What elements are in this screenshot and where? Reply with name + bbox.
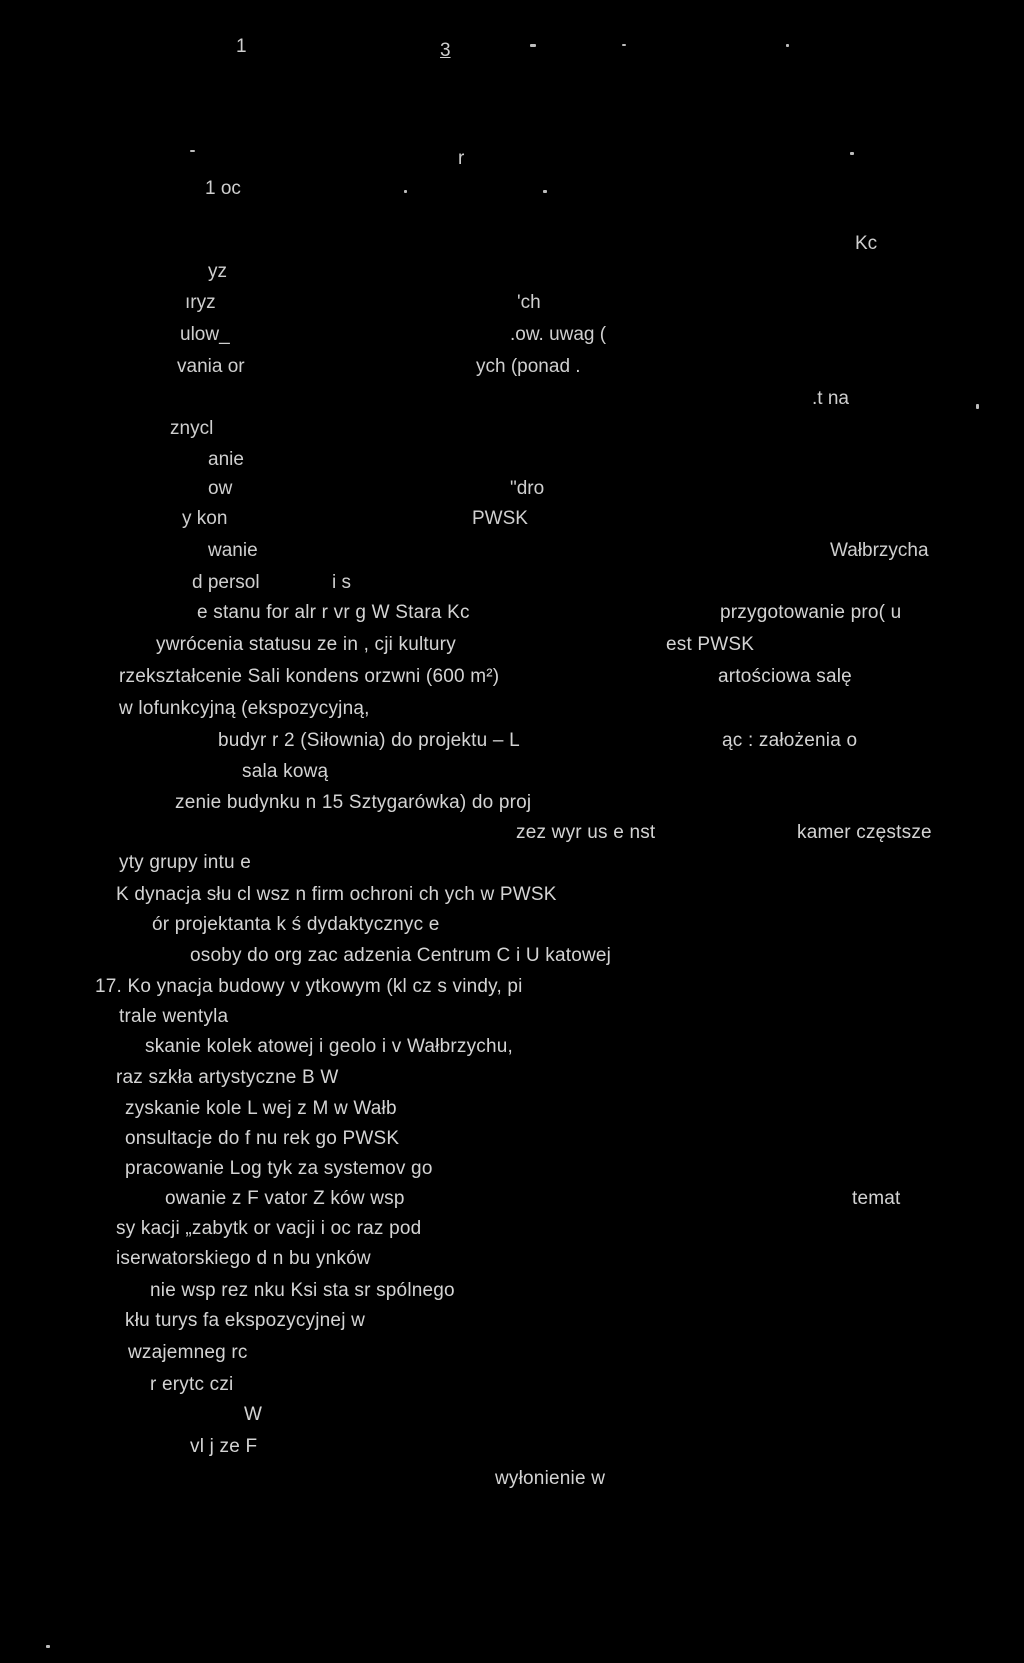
text-line: zyskanie kole L wej z M w Wałb: [125, 1098, 397, 1119]
text-line: nie wsp rez nku Ksi sta sr spólnego: [150, 1280, 455, 1301]
text-line: kamer częstsze: [797, 822, 932, 843]
speck: [530, 44, 536, 47]
fragment-uwag: .ow. uwag (: [510, 324, 607, 345]
text-line: yty grupy intu e: [119, 852, 252, 873]
fragment-anie: anie: [208, 449, 244, 470]
header-fragment-small: 1 oc: [205, 178, 241, 199]
text-line: est PWSK: [666, 634, 755, 655]
text-line: wyłonienie w: [495, 1468, 606, 1489]
text-line: 17. Ko ynacja budowy v ytkowym (kl cz s vindy, pi: [95, 976, 523, 997]
fragment-vania: vania or: [177, 356, 245, 377]
fragment-ow: ow: [208, 478, 233, 499]
header-fragment-right: r: [458, 148, 465, 169]
fragment-kc: Kc: [855, 233, 878, 254]
text-line: sala kową: [242, 761, 329, 782]
fragment-persol: d persol: [192, 572, 260, 593]
text-line: ór projektanta k ś dydaktycznyc e: [152, 914, 440, 935]
speck: [850, 152, 854, 155]
text-line: w lofunkcyjną (ekspozycyjną,: [119, 698, 370, 719]
text-line: zez wyr us e nst: [516, 822, 656, 843]
speck: [976, 404, 979, 409]
text-line: artościowa salę: [718, 666, 852, 687]
text-line: r erytc czi: [150, 1374, 234, 1395]
fragment-ych: ych (ponad .: [476, 356, 581, 377]
fragment-kon: y kon: [182, 508, 228, 529]
text-line: iserwatorskiego d n bu ynków: [116, 1248, 371, 1269]
text-line: ywrócenia statusu ze in , cji kultury: [156, 634, 456, 655]
speck: [404, 190, 407, 193]
text-line: przygotowanie pro( u: [720, 602, 902, 623]
fragment-tna: .t na: [812, 388, 849, 409]
text-line: rzekształcenie Sali kondens orzwni (600 m²): [119, 666, 500, 687]
text-line: pracowanie Log tyk za systemov go: [125, 1158, 433, 1179]
text-line: raz szkła artystyczne B W: [116, 1067, 339, 1088]
text-line: wzajemneg rc: [128, 1342, 248, 1363]
text-line: temat: [852, 1188, 901, 1209]
text-line: kłu turys fa ekspozycyjnej w: [125, 1310, 366, 1331]
speck: [622, 44, 626, 46]
speck: [786, 44, 789, 47]
fragment-is: i s: [332, 572, 351, 593]
fragment-znyc: znycl: [170, 418, 214, 439]
text-line: sy kacji „zabytk or vacji i oc raz pod: [116, 1218, 422, 1239]
speck: [543, 190, 547, 193]
speck: [190, 150, 195, 152]
text-line: trale wentyla: [119, 1006, 229, 1027]
text-line: osoby do org zac adzenia Centrum C i U katowej: [190, 945, 612, 966]
fragment-ulow: ulow_: [180, 324, 230, 345]
text-line: ąc : założenia o: [722, 730, 858, 751]
text-line: skanie kolek atowej i geolo i v Wałbrzychu,: [145, 1036, 514, 1057]
fragment-wanie: wanie: [208, 540, 258, 561]
header-fragment-mid: 3: [440, 40, 451, 61]
text-line: e stanu for alr r vr g W Stara Kc: [197, 602, 470, 623]
fragment-walbrzycha: Wałbrzycha: [830, 540, 929, 561]
speck: [46, 1645, 50, 1648]
text-line: zenie budynku n 15 Sztygarówka) do proj: [175, 792, 532, 813]
text-line: W: [244, 1404, 263, 1425]
text-line: owanie z F vator Z ków wsp: [165, 1188, 405, 1209]
fragment-yz: yz: [208, 261, 227, 282]
text-line: onsultacje do f nu rek go PWSK: [125, 1128, 400, 1149]
text-line: vl j ze F: [190, 1436, 258, 1457]
fragment-ch: 'ch: [517, 292, 541, 313]
fragment-ryz: ıryz: [185, 292, 216, 313]
fragment-pwsk: PWSK: [472, 508, 528, 529]
header-fragment-left: 1: [236, 36, 247, 57]
text-line: budyr r 2 (Siłownia) do projektu – L: [218, 730, 520, 751]
text-line: K dynacja słu cl wsz n firm ochroni ch ych w PWSK: [116, 884, 557, 905]
fragment-dro: "dro: [510, 478, 545, 499]
